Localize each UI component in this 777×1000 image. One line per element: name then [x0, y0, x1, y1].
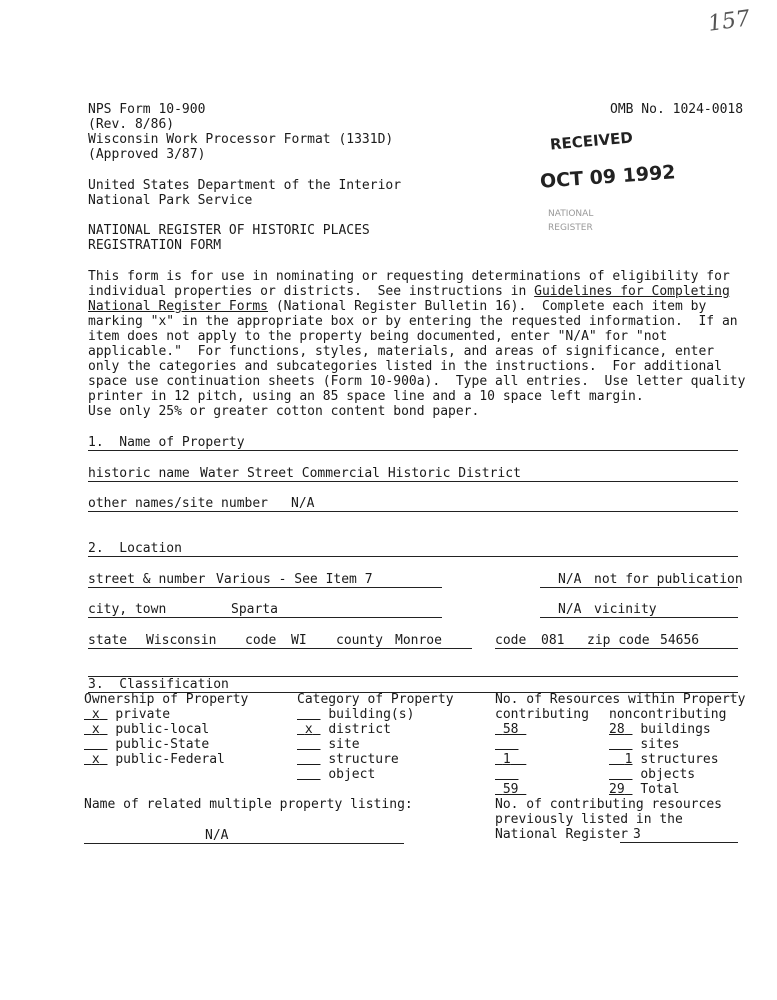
- category-structure-mark: [297, 752, 320, 767]
- county-label: county: [336, 633, 383, 648]
- state-label: state: [88, 633, 128, 648]
- ownership-private-mark: x: [91, 707, 100, 722]
- service: National Park Service: [88, 193, 253, 208]
- county-code-label: code: [495, 633, 527, 648]
- state-code-field[interactable]: WI: [291, 633, 307, 648]
- state-field[interactable]: Wisconsin: [146, 633, 217, 648]
- form-title-line1: NATIONAL REGISTER OF HISTORIC PLACES: [88, 223, 370, 238]
- form-format: Wisconsin Work Processor Format (1331D): [88, 132, 394, 147]
- category-district[interactable]: x district: [297, 722, 391, 737]
- resources-sites-contributing[interactable]: [495, 737, 518, 752]
- resources-total-label: Total: [640, 782, 680, 797]
- instructions-line-4: marking "x" in the appropriate box or by entering the requested information. If an: [88, 314, 738, 329]
- zip-label: zip code: [587, 633, 650, 648]
- historic-name-field[interactable]: Water Street Commercial Historic District: [200, 466, 521, 481]
- category-object[interactable]: object: [297, 767, 375, 782]
- vicinity-value[interactable]: N/A: [558, 602, 582, 617]
- city-label: city, town: [88, 602, 167, 617]
- category-structure[interactable]: structure: [297, 752, 399, 767]
- category-object-mark: [297, 767, 320, 782]
- vicinity-rule: [540, 617, 738, 618]
- instructions-line-7: only the categories and subcategories listed in the instructions. For additional: [88, 359, 722, 374]
- resources-buildings-contributing[interactable]: 58: [502, 722, 519, 737]
- instructions-line-9: printer in 12 pitch, using an 85 space line and a 10 space left margin.: [88, 389, 644, 404]
- street-label: street & number: [88, 572, 206, 587]
- resources-total-contributing[interactable]: 59: [502, 782, 519, 797]
- zip-field[interactable]: 54656: [660, 633, 700, 648]
- ownership-public-federal-mark: x: [91, 752, 100, 767]
- category-buildings[interactable]: building(s): [297, 707, 414, 722]
- not-for-publication-label: not for publication: [594, 572, 743, 587]
- ownership-heading: Ownership of Property: [84, 692, 249, 707]
- related-listing-rule: [84, 843, 404, 844]
- ownership-public-state-mark: [84, 737, 107, 752]
- category-district-mark: x: [304, 722, 313, 737]
- resources-objects-noncontributing[interactable]: [609, 767, 695, 782]
- previously-listed-field[interactable]: 3: [633, 827, 641, 842]
- category-site[interactable]: site: [297, 737, 360, 752]
- instructions-line-1: This form is for use in nominating or requesting determinations of eligibility for: [88, 269, 730, 284]
- not-for-publication-rule: [540, 587, 738, 588]
- other-names-label: other names/site number: [88, 496, 269, 511]
- resources-sites-label: sites: [640, 737, 680, 752]
- omb-number: OMB No. 1024-0018: [610, 102, 744, 117]
- form-revision: (Rev. 8/86): [88, 117, 175, 132]
- guidelines-link-part2: National Register Forms: [88, 299, 269, 314]
- not-for-publication-value[interactable]: N/A: [558, 572, 582, 587]
- street-rule: [88, 587, 442, 588]
- section1-heading-rule: [88, 450, 738, 451]
- guidelines-link-part1: Guidelines for Completing: [534, 284, 730, 299]
- state-code-label: code: [245, 633, 277, 648]
- ownership-public-federal[interactable]: x public-Federal: [84, 752, 225, 767]
- resources-objects-label: objects: [640, 767, 696, 782]
- noncontributing-label: noncontributing: [609, 707, 727, 722]
- instructions-line-2: individual properties or districts. See instructions in Guidelines for Completing: [88, 284, 730, 299]
- received-date-stamp: OCT 09 1992: [539, 161, 677, 193]
- faint-stamp-line1: NATIONAL: [548, 209, 594, 219]
- instructions-line-5: item does not apply to the property being documented, enter "N/A" for "not: [88, 329, 668, 344]
- street-field[interactable]: Various - See Item 7: [216, 572, 373, 587]
- county-field[interactable]: Monroe: [395, 633, 442, 648]
- previously-listed-rule: [620, 842, 738, 843]
- historic-name-label: historic name: [88, 466, 190, 481]
- other-names-rule: [88, 511, 738, 512]
- section3-heading: 3. Classification: [88, 677, 229, 692]
- previously-listed-line3: National Register: [495, 827, 629, 842]
- city-field[interactable]: Sparta: [231, 602, 278, 617]
- other-names-field[interactable]: N/A: [291, 496, 315, 511]
- ownership-public-local[interactable]: x public-local: [84, 722, 209, 737]
- related-listing-field[interactable]: N/A: [205, 828, 229, 843]
- section2-heading-rule: [88, 556, 738, 557]
- vicinity-label: vicinity: [594, 602, 657, 617]
- ownership-public-state[interactable]: public-State: [84, 737, 209, 752]
- ownership-public-local-mark: x: [91, 722, 100, 737]
- resources-objects-contributing[interactable]: [495, 767, 518, 782]
- instructions-line-10: Use only 25% or greater cotton content bond paper.: [88, 404, 480, 419]
- resources-total-noncontributing[interactable]: 29 Total: [609, 782, 680, 797]
- section2-heading: 2. Location: [88, 541, 182, 556]
- ownership-private[interactable]: x private: [84, 707, 170, 722]
- state-county-rule: [88, 648, 472, 649]
- resources-sites-noncontributing[interactable]: [609, 737, 679, 752]
- county-code-field[interactable]: 081: [541, 633, 565, 648]
- resources-structures-label: structures: [640, 752, 719, 767]
- category-heading: Category of Property: [297, 692, 454, 707]
- previously-listed-line2: previously listed in the: [495, 812, 683, 827]
- instructions-line-6: applicable." For functions, styles, materials, and areas of significance, enter: [88, 344, 715, 359]
- form-number: NPS Form 10-900: [88, 102, 206, 117]
- department: United States Department of the Interior: [88, 178, 402, 193]
- instructions-line-3: National Register Forms (National Register Bulletin 16). Complete each item by: [88, 299, 707, 314]
- section1-heading: 1. Name of Property: [88, 435, 245, 450]
- form-approved: (Approved 3/87): [88, 147, 206, 162]
- instructions-line-8: space use continuation sheets (Form 10-900a). Type all entries. Use letter quality: [88, 374, 746, 389]
- city-rule: [88, 617, 442, 618]
- resources-structures-contributing[interactable]: 1: [502, 752, 511, 767]
- resources-structures-noncontributing[interactable]: 1 structures: [624, 752, 719, 767]
- historic-name-rule: [88, 481, 738, 482]
- received-stamp: RECEIVED: [549, 128, 634, 154]
- form-title-line2: REGISTRATION FORM: [88, 238, 222, 253]
- category-buildings-mark: [297, 707, 320, 722]
- corner-annotation: 157: [706, 6, 752, 37]
- resources-buildings-label: buildings: [640, 722, 711, 737]
- resources-heading: No. of Resources within Property: [495, 692, 746, 707]
- faint-stamp-line2: REGISTER: [548, 223, 593, 233]
- category-site-mark: [297, 737, 320, 752]
- previously-listed-line1: No. of contributing resources: [495, 797, 722, 812]
- related-listing-label: Name of related multiple property listing:: [84, 797, 413, 812]
- resources-buildings-noncontributing[interactable]: 28 buildings: [609, 722, 711, 737]
- contributing-label: contributing: [495, 707, 589, 722]
- zip-rule: [495, 648, 738, 649]
